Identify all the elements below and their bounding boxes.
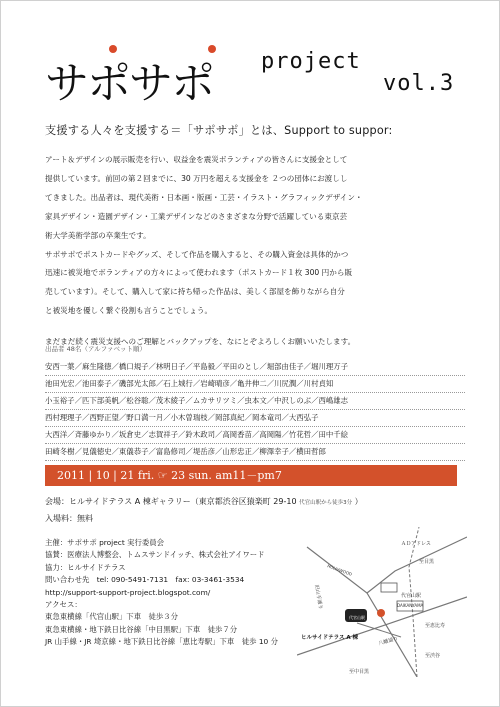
artist-row: 安西一葉／麻生隆徳／橋口規子／林明日子／平島毅／平田のとし／堀部由佳子／堀川理万子 [45, 359, 465, 376]
page-heading: 支援する人々を支援する＝「サポサポ」とは、Support to suppor: [45, 124, 393, 137]
venue-label: 会場：ヒルサイドテラス A 棟ギャラリー（東京都渋谷区猿楽町 29-10 [45, 497, 297, 506]
map-label: 代官山駅 [401, 593, 422, 599]
info-access-line: JR 山手線・JR 埼京線・地下鉄日比谷線「恵比寿駅」下車 徒歩 10 分 [45, 637, 278, 647]
artists-title: 出品者 48名（アルファベット順） [45, 345, 146, 353]
body-line: 売しています）。そして、購入して家に持ち帰った作品は、美しく部屋を飾りながら自分 [45, 287, 345, 297]
body-line: サポサポでポストカードやグッズ、そして作品を購入すると、その購入資金は具体的かつ [45, 249, 349, 259]
map-label: DAIKANYAMA [397, 603, 424, 608]
body-line: 提供しています。前回の第２回までに、30 万円を超える支援金を ２つの団体にお渡しし [45, 173, 348, 183]
body-line: 迅速に被災地でボランティアの方々によって使われます（ポストカード１枚 300 円から販 [45, 268, 353, 278]
map-label: 八幡通り [377, 635, 399, 647]
body-line: てきました。出品者は、現代美術・日本画・版画・工芸・イラスト・グラフィックデザイン・ [45, 192, 363, 202]
venue-close: ） [354, 497, 363, 506]
access-map [297, 527, 467, 677]
map-label: ＡＤアドレス [401, 541, 431, 547]
volume-label: vol.3 [383, 71, 455, 96]
entry-fee: 入場料：無料 [45, 514, 93, 523]
artist-row: 大西洋／斉藤ゆかり／坂倉史／志賀祥子／鈴木政司／高岡香苗／高岡陽／竹花哲／田中千絵 [45, 427, 465, 444]
artist-row: 西村理理子／西野正望／野口満一月／小木曽瑞枝／岡部真紀／岡本竜司／大西弘子 [45, 410, 465, 427]
map-label: 至恵比寿 [425, 623, 446, 629]
body-line: と被災地を優しく繋ぐ役割も言うことでしょう。 [45, 306, 213, 316]
map-label: 至目黒 [419, 559, 435, 565]
building-shape [381, 583, 397, 592]
body-text [45, 151, 465, 352]
map-label: 代官山駅 [349, 615, 365, 620]
body-line: アート＆デザインの展示販売を行い、収益金を震災ボランティアの皆さんに支援金として [45, 155, 348, 164]
info-access-line: 東急東横線「代官山駅」下車 徒歩３分 [45, 612, 179, 622]
rail-line [409, 527, 419, 677]
logo [45, 45, 375, 109]
map-label: HOLLYWOOD [326, 563, 353, 577]
event-date-bar: 2011 | 10 | 21 fri. ☞ 23 sun. am11－pm7 [45, 465, 457, 486]
logo-main: サポサポ [45, 58, 213, 109]
map-label: 旧山手通り [313, 584, 324, 610]
map-label: 至渋谷 [425, 653, 441, 659]
artist-row: 田崎冬樹／見儀徳史／東儀恭子／富島修司／堤岳彦／山形忠正／柳澤幸子／横田哲郎 [45, 444, 465, 461]
map-label: ヒルサイドテラス A 棟 [301, 635, 359, 641]
artists-list [45, 359, 465, 461]
logo-dot-icon [208, 45, 216, 53]
info-contact: 問い合わせ先 tel: 090-5491-7131 fax: 03-3461-3534 [45, 575, 245, 585]
venue-note: 代官山駅から徒歩3分 [299, 500, 353, 506]
artist-row: 池田光宏／池田泰子／磯部光太郎／石上城行／岩崎晴彦／亀井伸二／川尻潤／川村貞知 [45, 376, 465, 393]
venue [45, 496, 363, 507]
logo-sub: project [261, 49, 361, 74]
info-sponsor: 協賛：医療法人博整会、トムスサンドイッチ、株式会社アイワード [45, 550, 265, 560]
info-access-title: アクセス： [45, 600, 82, 610]
info-cooperation: 協力：ヒルサイドテラス [45, 562, 126, 572]
info-access-line: 東急東横線・地下鉄日比谷線「中目黒駅」下車 徒歩７分 [45, 624, 238, 634]
artist-row: 小玉裕子／匹下部美帆／松谷聡／茂木綾子／ムカサリツミ／虫本文／中沢しのぶ／西嶋雄志 [45, 393, 465, 410]
info-website-link[interactable]: http://support-support-project.blogspot.com/ [45, 587, 211, 597]
road-line [357, 623, 401, 637]
logo-dot-icon [109, 45, 117, 53]
body-line: 家具デザイン・造園デザイン・工業デザインなどのさまざまな分野で活躍している東京芸 [45, 211, 348, 221]
body-line: 術大学美術学部の卒業生です。 [45, 230, 151, 240]
body-line: まだまだ続く震災支援へのご理解とバックアップを、なにとぞよろしくお願いいたします。 [45, 337, 356, 347]
map-label: 至中目黒 [349, 669, 370, 675]
star-marker-icon [377, 609, 385, 617]
info-organizer: 主催：サポサポ project 実行委員会 [45, 538, 165, 547]
event-info [45, 537, 305, 649]
